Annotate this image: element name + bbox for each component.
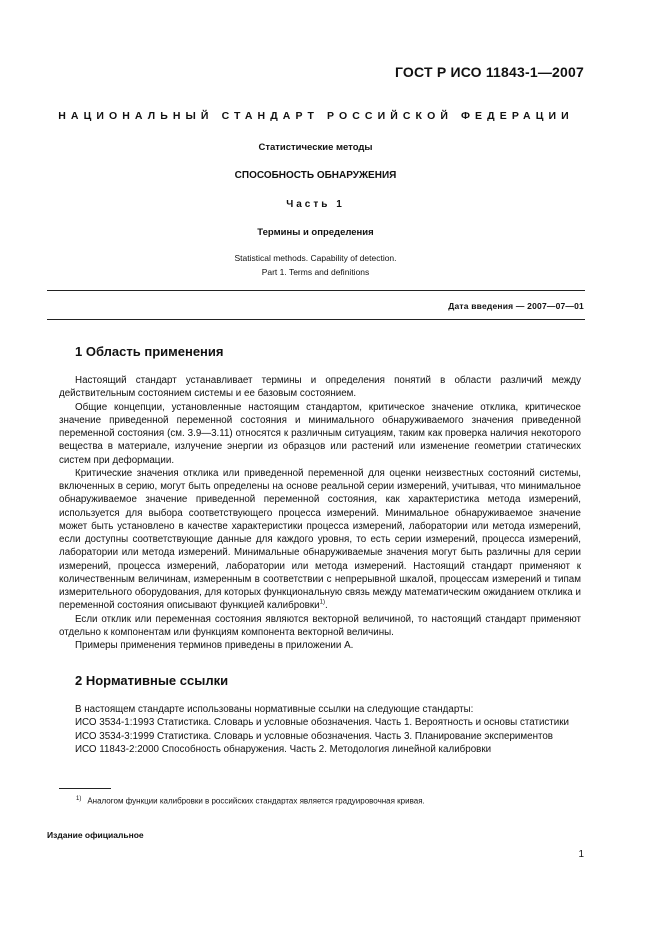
reference-item: ИСО 3534-3:1999 Статистика. Словарь и условные обозначения. Часть 3. Планирование экспериментов	[75, 730, 554, 742]
reference-item: ИСО 3534-1:1993 Статистика. Словарь и условные обозначения. Часть 1. Вероятность и основы статистики	[75, 717, 570, 729]
reference-item: ИСО 11843-2:2000 Способность обнаружения. Часть 2. Методология линейной калибровки	[75, 743, 492, 755]
footnote-text: Аналогом функции калибровки в российских стандартах является градуировочная кривая.	[87, 796, 425, 806]
page-number: 1	[578, 849, 584, 860]
paragraph: Примеры применения терминов приведены в приложении А.	[75, 640, 354, 651]
paragraph: В настоящем стандарте использованы нормативные ссылки на следующие стандарты:	[75, 704, 474, 715]
section-2-body	[59, 703, 581, 756]
methods-title: Статистические методы	[258, 142, 373, 153]
english-title-line1: Statistical methods. Capability of detection.	[234, 253, 397, 263]
english-title-line2: Part 1. Terms and definitions	[261, 267, 370, 277]
paragraph	[59, 467, 581, 613]
section-1-title: 1 Область применения	[75, 344, 224, 359]
footnote-reference: 1)	[319, 599, 325, 606]
divider-top	[47, 290, 585, 291]
part-label: Часть 1	[286, 199, 345, 210]
paragraph-text: Критические значения отклика или приведенной переменной для оценки неизвестных состояний системы, включенных в серию, могут быть определены на основе реальной серии измерений, учитывая, что минимальное обнаруживаемое значение приведенной переменной состояния, как характеристика метода измерений, используется для выбора соответствующего процесса измерений. Минимальное обнаруживаемое значение может быть установлено в качестве характеристики процесса измерений, лаборатории или метода измерений, если доступны соответствующие данные для каждого уровня, то есть серии измерений, процесса измерений, лаборатории или метода измерений. Минимальные обнаруживаемые значения могут быть различны для серии измерений, процесса измерений, лаборатории или метода измерений. Настоящий стандарт применяют к количественным величинам, измеренным в соответствии с непрерывной шкалой, процессам измерений и типам измерительного оборудования, для которых функциональную связь между математическим ожиданием отклика и переменной состояния описывают функцией калибровки	[59, 467, 581, 612]
section-1-body	[59, 374, 581, 652]
national-standard-heading: НАЦИОНАЛЬНЫЙ СТАНДАРТ РОССИЙСКОЙ ФЕДЕРАЦИИ	[58, 110, 574, 122]
footnote-divider	[59, 788, 111, 789]
paragraph: Общие концепции, установленные настоящим стандартом, критическое значение отклика, критическое значение приведенной переменной состояния и минимального обнаруживаемого значения приведенной переменной состояния (см. 3.9—3.11) относятся к различным ситуациям, таким как проверка наличия некоторого вещества в материале, излучение энергии из образцов или растений или изменение геометрии статических систем при деформации.	[59, 401, 581, 466]
document-id: ГОСТ Р ИСО 11843-1—2007	[394, 64, 584, 80]
divider-bottom	[47, 319, 585, 320]
standard-subtitle: Термины и определения	[257, 227, 374, 238]
introduction-date: Дата введения — 2007—07—01	[448, 301, 584, 311]
paragraph: Если отклик или переменная состояния являются векторной величиной, то настоящий стандарт применяют отдельно к компонентам или функциям компонента векторной величины.	[59, 613, 581, 638]
official-edition-label: Издание официальное	[47, 830, 144, 840]
paragraph-end: .	[324, 600, 328, 612]
footnote-marker: 1)	[76, 796, 82, 802]
standard-title: СПОСОБНОСТЬ ОБНАРУЖЕНИЯ	[234, 170, 397, 181]
footnote	[76, 796, 425, 806]
paragraph: Настоящий стандарт устанавливает термины и определения понятий в области различий между действительным состоянием системы и ее базовым состоянием.	[59, 375, 581, 400]
section-2-title: 2 Нормативные ссылки	[75, 673, 229, 688]
